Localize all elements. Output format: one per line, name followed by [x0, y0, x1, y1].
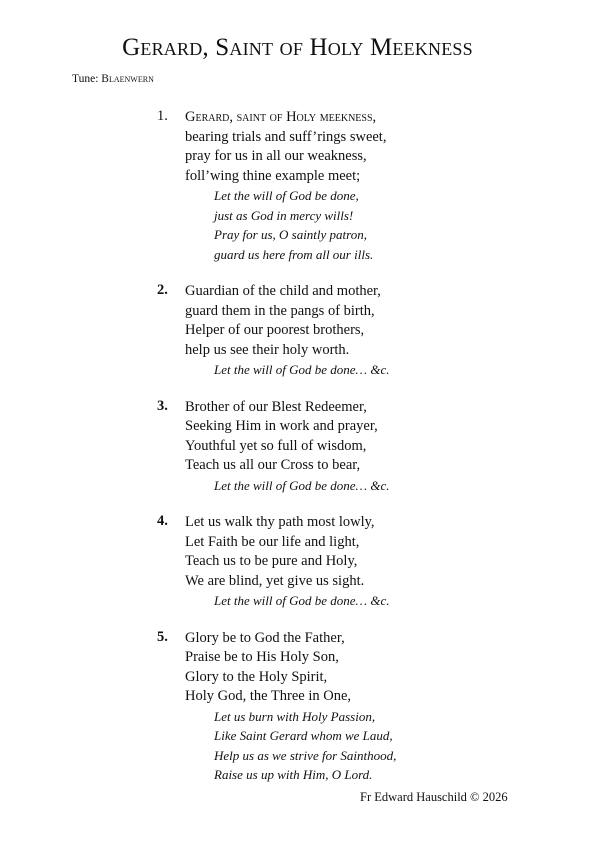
verse-2: [157, 282, 557, 380]
verse-line: Gerard, saint of Holy meekness,: [185, 109, 377, 125]
refrain-line: Pray for us, O saintly patron,: [214, 227, 367, 242]
refrain-line: just as God in mercy wills!: [214, 207, 354, 223]
verse-line: Praise be to His Holy Son,: [185, 649, 339, 665]
verse-line: Let us walk thy path most lowly,: [185, 514, 375, 530]
verse-line: Helper of our poorest brothers,: [185, 322, 365, 338]
verse-line: foll’wing thine example meet;: [185, 167, 361, 184]
verse-line: Glory to the Holy Spirit,: [185, 668, 328, 685]
hymn-title: Gerard, Saint of Holy Meekness: [122, 34, 473, 61]
verse-number: 3.: [157, 397, 168, 414]
tune-label: Tune:: [72, 73, 99, 85]
verse-line: help us see their holy worth.: [185, 341, 350, 358]
verse-line: Youthful yet so full of wisdom,: [185, 437, 367, 454]
verse-line: bearing trials and suff’rings sweet,: [185, 128, 387, 145]
verse-line: Teach us to be pure and Holy,: [185, 553, 358, 569]
refrain-line: Let the will of God be done… &c.: [214, 362, 390, 377]
verse-3: [157, 398, 557, 496]
verse-line: Guardian of the child and mother,: [185, 283, 381, 299]
copyright-notice: Fr Edward Hauschild © 2026: [360, 790, 508, 804]
refrain-line: Help us as we strive for Sainthood,: [214, 747, 397, 763]
verse-number: 1.: [157, 108, 168, 124]
refrain-line: Let us burn with Holy Passion,: [214, 708, 376, 724]
tune-line: [72, 73, 154, 85]
verse-5: [157, 629, 557, 785]
verse-line: Seeking Him in work and prayer,: [185, 418, 378, 434]
verse-number: 5.: [157, 628, 168, 645]
refrain-line: guard us here from all our ills.: [214, 246, 374, 262]
refrain-line: Let the will of God be done… &c.: [214, 477, 390, 493]
verse-line: Teach us all our Cross to bear,: [185, 457, 361, 473]
refrain-line: Let the will of God be done,: [214, 188, 359, 203]
refrain-line: Raise us up with Him, O Lord.: [214, 767, 373, 782]
verse-line: Holy God, the Three in One,: [185, 688, 352, 704]
verse-line: guard them in the pangs of birth,: [185, 302, 375, 319]
verse-4: [157, 513, 557, 611]
verses-container: [157, 108, 557, 803]
tune-name: Blaenwern: [101, 73, 154, 85]
refrain-line: Let the will of God be done… &c.: [214, 593, 390, 608]
verse-line: Brother of our Blest Redeemer,: [185, 398, 367, 415]
verse-number: 4.: [157, 513, 168, 529]
refrain-line: Like Saint Gerard whom we Laud,: [214, 728, 393, 743]
verse-line: Let Faith be our life and light,: [185, 533, 360, 550]
verse-line: Glory be to God the Father,: [185, 629, 345, 646]
verse-line: We are blind, yet give us sight.: [185, 572, 365, 589]
verse-1: [157, 108, 557, 264]
verse-number: 2.: [157, 282, 168, 298]
verse-line: pray for us in all our weakness,: [185, 148, 367, 164]
